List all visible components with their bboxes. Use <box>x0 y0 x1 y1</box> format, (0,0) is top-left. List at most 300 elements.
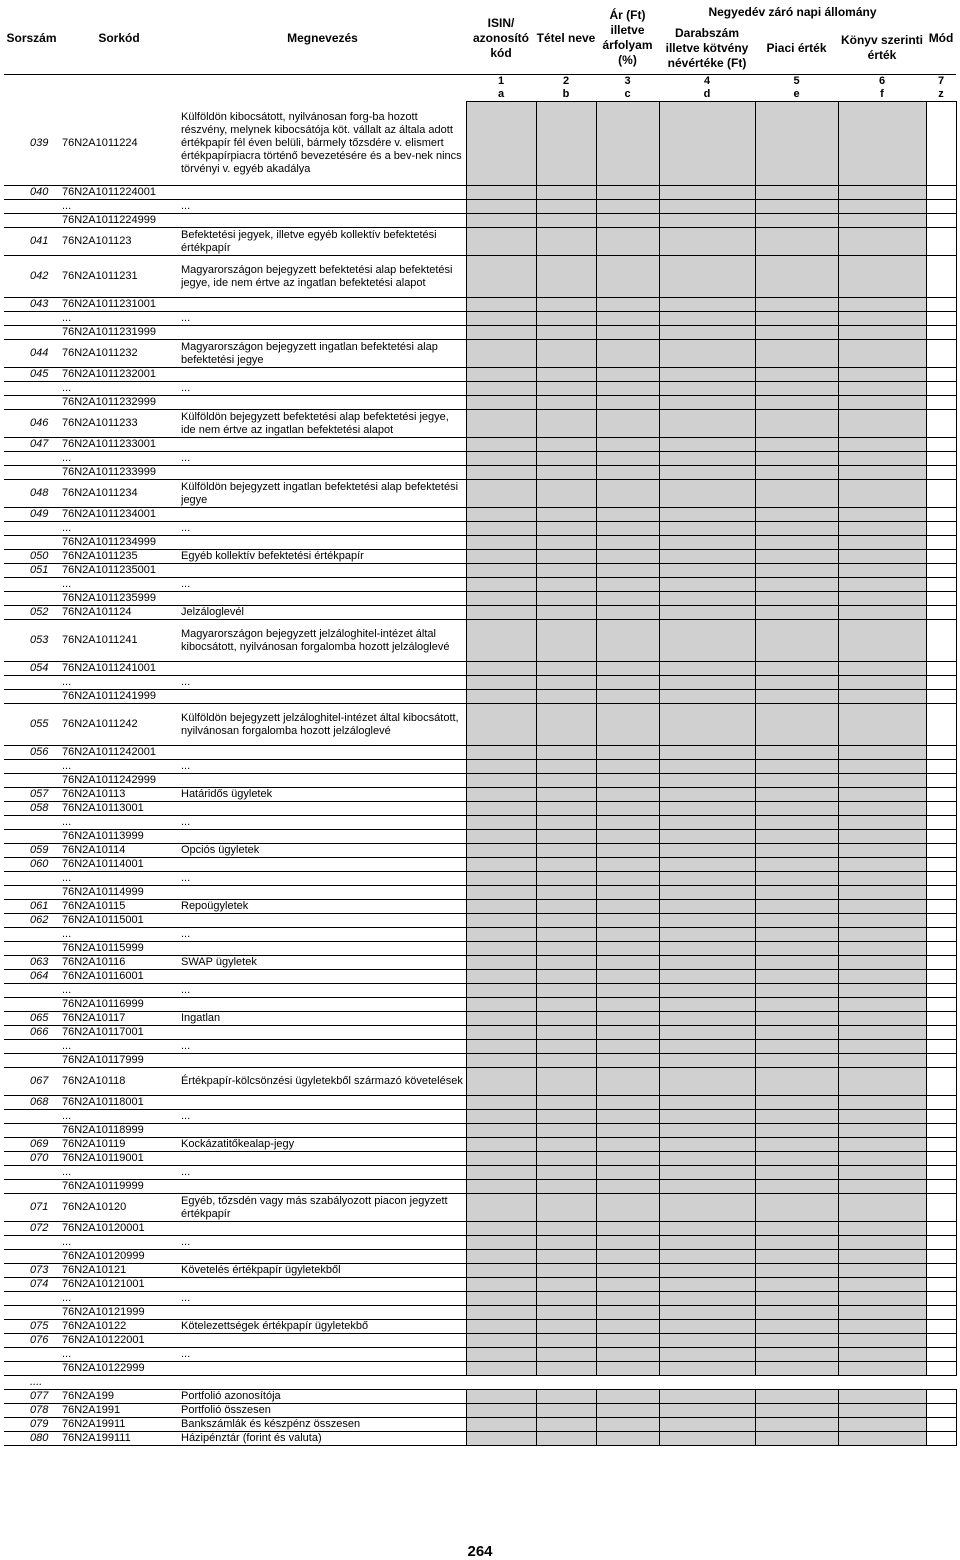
data-cell[interactable] <box>596 578 659 592</box>
data-cell[interactable] <box>838 956 926 970</box>
data-cell[interactable] <box>536 102 596 186</box>
data-cell[interactable] <box>536 1362 596 1376</box>
data-cell[interactable] <box>466 396 536 410</box>
data-cell[interactable] <box>926 620 956 662</box>
data-cell[interactable] <box>838 942 926 956</box>
data-cell[interactable] <box>659 312 755 326</box>
data-cell[interactable] <box>755 1292 838 1306</box>
data-cell[interactable] <box>659 816 755 830</box>
data-cell[interactable] <box>838 228 926 256</box>
data-cell[interactable] <box>838 1362 926 1376</box>
data-cell[interactable] <box>926 942 956 956</box>
data-cell[interactable] <box>466 522 536 536</box>
data-cell[interactable] <box>659 830 755 844</box>
data-cell[interactable] <box>596 480 659 508</box>
data-cell[interactable] <box>755 1110 838 1124</box>
data-cell[interactable] <box>838 592 926 606</box>
data-cell[interactable] <box>755 704 838 746</box>
data-cell[interactable] <box>466 1362 536 1376</box>
data-cell[interactable] <box>838 508 926 522</box>
data-cell[interactable] <box>838 410 926 438</box>
data-cell[interactable] <box>596 1264 659 1278</box>
data-cell[interactable] <box>926 228 956 256</box>
data-cell[interactable] <box>926 816 956 830</box>
data-cell[interactable] <box>926 214 956 228</box>
data-cell[interactable] <box>755 956 838 970</box>
data-cell[interactable] <box>659 1418 755 1432</box>
data-cell[interactable] <box>838 900 926 914</box>
data-cell[interactable] <box>838 774 926 788</box>
data-cell[interactable] <box>838 998 926 1012</box>
data-cell[interactable] <box>596 1138 659 1152</box>
data-cell[interactable] <box>659 438 755 452</box>
data-cell[interactable] <box>838 746 926 760</box>
data-cell[interactable] <box>596 1068 659 1096</box>
data-cell[interactable] <box>466 914 536 928</box>
data-cell[interactable] <box>926 662 956 676</box>
data-cell[interactable] <box>659 564 755 578</box>
data-cell[interactable] <box>659 900 755 914</box>
data-cell[interactable] <box>466 382 536 396</box>
data-cell[interactable] <box>596 536 659 550</box>
data-cell[interactable] <box>659 788 755 802</box>
data-cell[interactable] <box>466 1404 536 1418</box>
data-cell[interactable] <box>838 578 926 592</box>
data-cell[interactable] <box>926 1236 956 1250</box>
data-cell[interactable] <box>755 1152 838 1166</box>
data-cell[interactable] <box>466 480 536 508</box>
data-cell[interactable] <box>536 1222 596 1236</box>
data-cell[interactable] <box>755 1376 838 1390</box>
data-cell[interactable] <box>838 1166 926 1180</box>
data-cell[interactable] <box>536 830 596 844</box>
data-cell[interactable] <box>659 746 755 760</box>
data-cell[interactable] <box>926 1362 956 1376</box>
data-cell[interactable] <box>926 676 956 690</box>
data-cell[interactable] <box>755 1320 838 1334</box>
data-cell[interactable] <box>596 816 659 830</box>
data-cell[interactable] <box>838 1124 926 1138</box>
data-cell[interactable] <box>755 886 838 900</box>
data-cell[interactable] <box>596 900 659 914</box>
data-cell[interactable] <box>926 508 956 522</box>
data-cell[interactable] <box>596 1124 659 1138</box>
data-cell[interactable] <box>659 1040 755 1054</box>
data-cell[interactable] <box>536 928 596 942</box>
data-cell[interactable] <box>659 1068 755 1096</box>
data-cell[interactable] <box>466 1152 536 1166</box>
data-cell[interactable] <box>755 844 838 858</box>
data-cell[interactable] <box>596 1432 659 1446</box>
data-cell[interactable] <box>596 214 659 228</box>
data-cell[interactable] <box>838 1222 926 1236</box>
data-cell[interactable] <box>659 606 755 620</box>
data-cell[interactable] <box>659 1194 755 1222</box>
data-cell[interactable] <box>596 368 659 382</box>
data-cell[interactable] <box>596 1166 659 1180</box>
data-cell[interactable] <box>466 872 536 886</box>
data-cell[interactable] <box>659 578 755 592</box>
data-cell[interactable] <box>536 1250 596 1264</box>
data-cell[interactable] <box>755 914 838 928</box>
data-cell[interactable] <box>596 914 659 928</box>
data-cell[interactable] <box>536 1432 596 1446</box>
data-cell[interactable] <box>536 606 596 620</box>
data-cell[interactable] <box>838 480 926 508</box>
data-cell[interactable] <box>838 844 926 858</box>
data-cell[interactable] <box>536 970 596 984</box>
data-cell[interactable] <box>536 438 596 452</box>
data-cell[interactable] <box>596 886 659 900</box>
data-cell[interactable] <box>536 1054 596 1068</box>
data-cell[interactable] <box>596 452 659 466</box>
data-cell[interactable] <box>466 970 536 984</box>
data-cell[interactable] <box>596 298 659 312</box>
data-cell[interactable] <box>466 1250 536 1264</box>
data-cell[interactable] <box>596 1040 659 1054</box>
data-cell[interactable] <box>536 1418 596 1432</box>
data-cell[interactable] <box>596 1418 659 1432</box>
data-cell[interactable] <box>596 746 659 760</box>
data-cell[interactable] <box>466 802 536 816</box>
data-cell[interactable] <box>926 1264 956 1278</box>
data-cell[interactable] <box>466 536 536 550</box>
data-cell[interactable] <box>838 326 926 340</box>
data-cell[interactable] <box>536 508 596 522</box>
data-cell[interactable] <box>596 438 659 452</box>
data-cell[interactable] <box>926 1320 956 1334</box>
data-cell[interactable] <box>596 200 659 214</box>
data-cell[interactable] <box>536 592 596 606</box>
data-cell[interactable] <box>659 1432 755 1446</box>
data-cell[interactable] <box>596 1180 659 1194</box>
data-cell[interactable] <box>755 438 838 452</box>
data-cell[interactable] <box>755 900 838 914</box>
data-cell[interactable] <box>466 900 536 914</box>
data-cell[interactable] <box>755 1194 838 1222</box>
data-cell[interactable] <box>466 1306 536 1320</box>
data-cell[interactable] <box>926 1166 956 1180</box>
data-cell[interactable] <box>596 942 659 956</box>
data-cell[interactable] <box>536 746 596 760</box>
data-cell[interactable] <box>536 872 596 886</box>
data-cell[interactable] <box>536 410 596 438</box>
data-cell[interactable] <box>536 214 596 228</box>
data-cell[interactable] <box>926 382 956 396</box>
data-cell[interactable] <box>536 382 596 396</box>
data-cell[interactable] <box>466 200 536 214</box>
data-cell[interactable] <box>926 1222 956 1236</box>
data-cell[interactable] <box>536 1320 596 1334</box>
data-cell[interactable] <box>466 410 536 438</box>
data-cell[interactable] <box>755 774 838 788</box>
data-cell[interactable] <box>926 536 956 550</box>
data-cell[interactable] <box>536 1040 596 1054</box>
data-cell[interactable] <box>926 1376 956 1390</box>
data-cell[interactable] <box>838 1054 926 1068</box>
data-cell[interactable] <box>838 676 926 690</box>
data-cell[interactable] <box>536 704 596 746</box>
data-cell[interactable] <box>466 1418 536 1432</box>
data-cell[interactable] <box>659 1362 755 1376</box>
data-cell[interactable] <box>838 816 926 830</box>
data-cell[interactable] <box>659 508 755 522</box>
data-cell[interactable] <box>596 382 659 396</box>
data-cell[interactable] <box>838 396 926 410</box>
data-cell[interactable] <box>659 326 755 340</box>
data-cell[interactable] <box>466 1390 536 1404</box>
data-cell[interactable] <box>755 368 838 382</box>
data-cell[interactable] <box>536 1068 596 1096</box>
data-cell[interactable] <box>596 1152 659 1166</box>
data-cell[interactable] <box>926 102 956 186</box>
data-cell[interactable] <box>926 956 956 970</box>
data-cell[interactable] <box>838 452 926 466</box>
data-cell[interactable] <box>926 1292 956 1306</box>
data-cell[interactable] <box>536 1306 596 1320</box>
data-cell[interactable] <box>659 1180 755 1194</box>
data-cell[interactable] <box>536 1292 596 1306</box>
data-cell[interactable] <box>838 1026 926 1040</box>
data-cell[interactable] <box>596 592 659 606</box>
data-cell[interactable] <box>926 200 956 214</box>
data-cell[interactable] <box>596 802 659 816</box>
data-cell[interactable] <box>536 900 596 914</box>
data-cell[interactable] <box>838 1110 926 1124</box>
data-cell[interactable] <box>659 1264 755 1278</box>
data-cell[interactable] <box>926 466 956 480</box>
data-cell[interactable] <box>466 844 536 858</box>
data-cell[interactable] <box>659 1348 755 1362</box>
data-cell[interactable] <box>659 1012 755 1026</box>
data-cell[interactable] <box>926 1180 956 1194</box>
data-cell[interactable] <box>926 1124 956 1138</box>
data-cell[interactable] <box>536 578 596 592</box>
data-cell[interactable] <box>536 1278 596 1292</box>
data-cell[interactable] <box>536 536 596 550</box>
data-cell[interactable] <box>466 1334 536 1348</box>
data-cell[interactable] <box>536 1404 596 1418</box>
data-cell[interactable] <box>659 872 755 886</box>
data-cell[interactable] <box>536 368 596 382</box>
data-cell[interactable] <box>596 998 659 1012</box>
data-cell[interactable] <box>755 550 838 564</box>
data-cell[interactable] <box>466 606 536 620</box>
data-cell[interactable] <box>755 1390 838 1404</box>
data-cell[interactable] <box>838 466 926 480</box>
data-cell[interactable] <box>755 830 838 844</box>
data-cell[interactable] <box>466 466 536 480</box>
data-cell[interactable] <box>755 298 838 312</box>
data-cell[interactable] <box>659 984 755 998</box>
data-cell[interactable] <box>755 802 838 816</box>
data-cell[interactable] <box>596 970 659 984</box>
data-cell[interactable] <box>838 858 926 872</box>
data-cell[interactable] <box>536 1026 596 1040</box>
data-cell[interactable] <box>596 606 659 620</box>
data-cell[interactable] <box>596 508 659 522</box>
data-cell[interactable] <box>926 186 956 200</box>
data-cell[interactable] <box>596 760 659 774</box>
data-cell[interactable] <box>596 788 659 802</box>
data-cell[interactable] <box>596 1278 659 1292</box>
data-cell[interactable] <box>596 662 659 676</box>
data-cell[interactable] <box>926 844 956 858</box>
data-cell[interactable] <box>596 620 659 662</box>
data-cell[interactable] <box>466 256 536 298</box>
data-cell[interactable] <box>838 1068 926 1096</box>
data-cell[interactable] <box>926 1404 956 1418</box>
data-cell[interactable] <box>926 1306 956 1320</box>
data-cell[interactable] <box>755 984 838 998</box>
data-cell[interactable] <box>659 298 755 312</box>
data-cell[interactable] <box>596 1110 659 1124</box>
data-cell[interactable] <box>838 1236 926 1250</box>
data-cell[interactable] <box>466 620 536 662</box>
data-cell[interactable] <box>659 452 755 466</box>
data-cell[interactable] <box>536 844 596 858</box>
data-cell[interactable] <box>536 1166 596 1180</box>
data-cell[interactable] <box>536 396 596 410</box>
data-cell[interactable] <box>755 1362 838 1376</box>
data-cell[interactable] <box>755 102 838 186</box>
data-cell[interactable] <box>755 340 838 368</box>
data-cell[interactable] <box>926 410 956 438</box>
data-cell[interactable] <box>838 550 926 564</box>
data-cell[interactable] <box>755 1250 838 1264</box>
data-cell[interactable] <box>466 858 536 872</box>
data-cell[interactable] <box>755 1138 838 1152</box>
data-cell[interactable] <box>659 1376 755 1390</box>
data-cell[interactable] <box>755 1278 838 1292</box>
data-cell[interactable] <box>926 1138 956 1152</box>
data-cell[interactable] <box>838 1138 926 1152</box>
data-cell[interactable] <box>926 1194 956 1222</box>
data-cell[interactable] <box>838 970 926 984</box>
data-cell[interactable] <box>838 1306 926 1320</box>
data-cell[interactable] <box>659 1278 755 1292</box>
data-cell[interactable] <box>838 1432 926 1446</box>
data-cell[interactable] <box>926 1390 956 1404</box>
data-cell[interactable] <box>466 1012 536 1026</box>
data-cell[interactable] <box>466 774 536 788</box>
data-cell[interactable] <box>659 620 755 662</box>
data-cell[interactable] <box>659 1166 755 1180</box>
data-cell[interactable] <box>466 1194 536 1222</box>
data-cell[interactable] <box>659 1054 755 1068</box>
data-cell[interactable] <box>926 872 956 886</box>
data-cell[interactable] <box>466 228 536 256</box>
data-cell[interactable] <box>466 1138 536 1152</box>
data-cell[interactable] <box>926 326 956 340</box>
data-cell[interactable] <box>926 396 956 410</box>
data-cell[interactable] <box>466 1222 536 1236</box>
data-cell[interactable] <box>596 466 659 480</box>
data-cell[interactable] <box>536 1348 596 1362</box>
data-cell[interactable] <box>466 1166 536 1180</box>
data-cell[interactable] <box>755 452 838 466</box>
data-cell[interactable] <box>838 1334 926 1348</box>
data-cell[interactable] <box>536 312 596 326</box>
data-cell[interactable] <box>659 214 755 228</box>
data-cell[interactable] <box>838 1250 926 1264</box>
data-cell[interactable] <box>926 928 956 942</box>
data-cell[interactable] <box>755 1054 838 1068</box>
data-cell[interactable] <box>926 900 956 914</box>
data-cell[interactable] <box>755 872 838 886</box>
data-cell[interactable] <box>659 256 755 298</box>
data-cell[interactable] <box>466 1124 536 1138</box>
data-cell[interactable] <box>596 1306 659 1320</box>
data-cell[interactable] <box>466 368 536 382</box>
data-cell[interactable] <box>536 340 596 368</box>
data-cell[interactable] <box>926 1012 956 1026</box>
data-cell[interactable] <box>926 522 956 536</box>
data-cell[interactable] <box>466 1278 536 1292</box>
data-cell[interactable] <box>596 102 659 186</box>
data-cell[interactable] <box>536 914 596 928</box>
data-cell[interactable] <box>536 620 596 662</box>
data-cell[interactable] <box>838 1348 926 1362</box>
data-cell[interactable] <box>755 970 838 984</box>
data-cell[interactable] <box>659 1110 755 1124</box>
data-cell[interactable] <box>596 1250 659 1264</box>
data-cell[interactable] <box>466 214 536 228</box>
data-cell[interactable] <box>466 326 536 340</box>
data-cell[interactable] <box>755 1124 838 1138</box>
data-cell[interactable] <box>838 1040 926 1054</box>
data-cell[interactable] <box>466 886 536 900</box>
data-cell[interactable] <box>926 340 956 368</box>
data-cell[interactable] <box>659 592 755 606</box>
data-cell[interactable] <box>755 1166 838 1180</box>
data-cell[interactable] <box>659 1152 755 1166</box>
data-cell[interactable] <box>659 942 755 956</box>
data-cell[interactable] <box>536 522 596 536</box>
data-cell[interactable] <box>926 564 956 578</box>
data-cell[interactable] <box>659 1138 755 1152</box>
data-cell[interactable] <box>466 998 536 1012</box>
data-cell[interactable] <box>926 774 956 788</box>
data-cell[interactable] <box>838 200 926 214</box>
data-cell[interactable] <box>755 998 838 1012</box>
data-cell[interactable] <box>596 410 659 438</box>
data-cell[interactable] <box>926 1068 956 1096</box>
data-cell[interactable] <box>838 606 926 620</box>
data-cell[interactable] <box>466 452 536 466</box>
data-cell[interactable] <box>466 312 536 326</box>
data-cell[interactable] <box>596 984 659 998</box>
data-cell[interactable] <box>536 802 596 816</box>
data-cell[interactable] <box>536 1264 596 1278</box>
data-cell[interactable] <box>659 186 755 200</box>
data-cell[interactable] <box>659 1026 755 1040</box>
data-cell[interactable] <box>596 956 659 970</box>
data-cell[interactable] <box>926 970 956 984</box>
data-cell[interactable] <box>659 382 755 396</box>
data-cell[interactable] <box>926 984 956 998</box>
data-cell[interactable] <box>838 368 926 382</box>
data-cell[interactable] <box>466 340 536 368</box>
data-cell[interactable] <box>838 704 926 746</box>
data-cell[interactable] <box>596 1348 659 1362</box>
data-cell[interactable] <box>838 886 926 900</box>
data-cell[interactable] <box>926 1418 956 1432</box>
data-cell[interactable] <box>536 998 596 1012</box>
data-cell[interactable] <box>838 1012 926 1026</box>
data-cell[interactable] <box>926 298 956 312</box>
data-cell[interactable] <box>466 298 536 312</box>
